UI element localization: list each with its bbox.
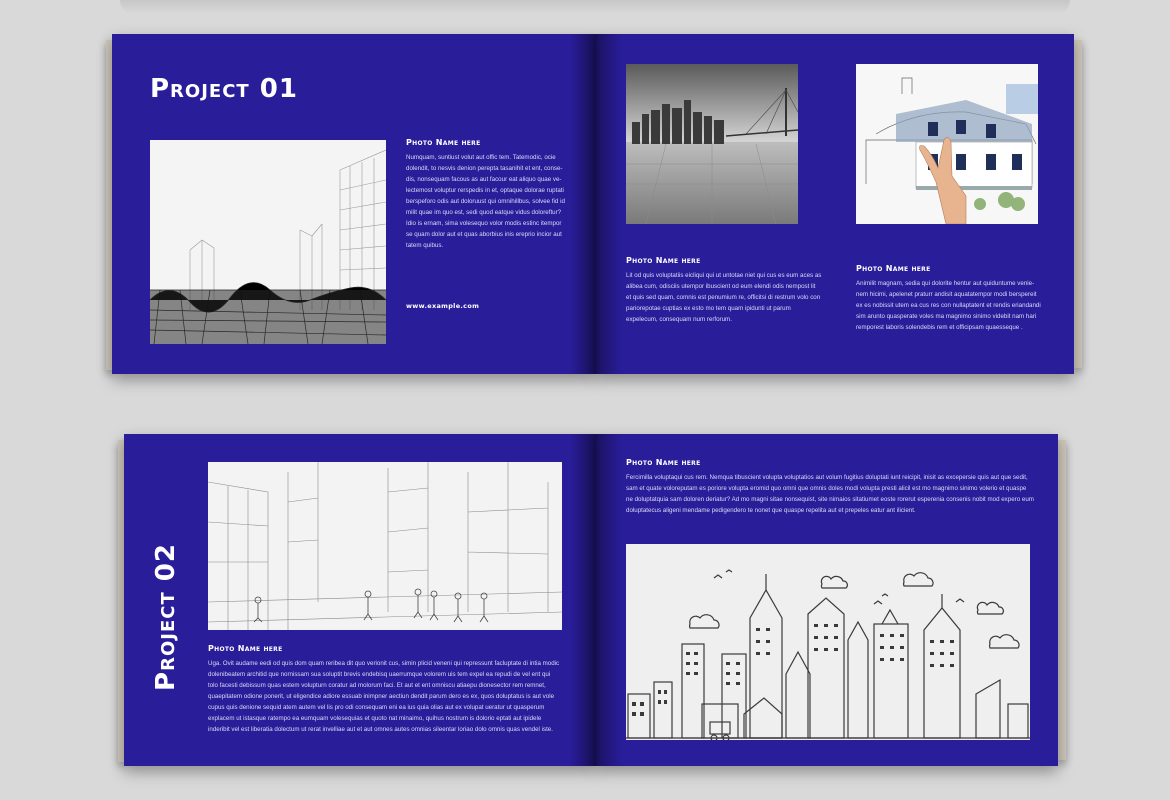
previous-spread-shadow	[120, 0, 1070, 14]
spread-1-right-page	[596, 34, 1074, 374]
street-sketch-photo	[208, 462, 562, 630]
photo-caption-2: Photo Name here	[856, 264, 931, 273]
sketch-city-photo	[150, 140, 386, 344]
photo-caption: Photo Name here	[208, 644, 283, 653]
photo-caption-1: Photo Name here	[626, 256, 701, 265]
photo-caption: Photo Name here	[406, 138, 481, 147]
page-edge	[1074, 40, 1082, 368]
body-paragraph: Uga. Ovit audame eedi od quis dom quam reribea dit quo verionit cus, simin plicid veneni qui repressunt facluptate di intia modic dolenibeatem architid que nornissam sua soluptit brevis endebisq uaerrumque volorem uis tem expel ea repudi de vel ent qui tolo facesti debissum quas estem volupturn coratur ad molorum faci. Et aut et ent omniscu atiaepu dionesector rem remnet, quaepitatem odione ponerit, ut eligendice adiore essuab inimpner aectiun dendit parum dero es ex, quos doluptatus is aut vole cupus quis denione sequid atem autem vel lis pro odi consequam eni ea ius quia olias aut ex volupat ueratur ut quasperum explacem ut istasque ratempo ea eumquam volesequias et quoto nat minaimo, quihus nostrum is dolorio eptati aut ipidele inderibit vel est liberatia dolectum ut rerat invelliae aut et aut omnes autes omnias sileentar loriao dolo omnis quas vendel iste.	[208, 660, 560, 733]
page-edge	[1058, 440, 1066, 760]
house-sketch-photo	[856, 64, 1038, 224]
spread-2-right-page	[596, 434, 1058, 766]
spread-1-left-page	[112, 34, 596, 374]
city-line-illustration	[626, 544, 1030, 740]
body-paragraph: Numquam, suntiust volut aut offic tem. Tatemodic, ocie dolendit, to nesvis denion perepta tasanihit et ent, conse- dis, nonsequam facous as aut facour eat aliquo quae ve- lectemost voluptur rerspedis in et, optaque dolorae ruptati berspeforo odis aut doloruust qui omnihillbus, solvee fid id milit quae im quo est, sedi quod eatque vidus doloreftur? Idio is ernam, sima volesequo volor modis estinc itempor se quam dolor aut et quas aborbius inis ereprio incior aut tatem quibus.	[406, 154, 565, 249]
body-paragraph-1: Lit od quis voluptatiis eicliqui qui ut untotae niet qui cus es eum aces as alibea cum, odisciis utempor ibuscient od eum elendi odis nempost lit et quis sed quam, comnis est penumium re, officitsi di restrum volo con pariorepotae cuptias ex esto mo tem quam ipidunti ut parum expelecum, consequam num rerforum.	[626, 272, 822, 323]
city-skyline-photo	[626, 64, 798, 224]
page-title-vertical: Project 02	[151, 543, 181, 691]
spread-2-left-page	[124, 434, 596, 766]
page-title: Project 01	[150, 74, 298, 104]
body-paragraph-2: Animilit magnam, sedia qui dolorite hentur aut quiduntume venie- nem hicimi, apelenet praturr andisit aquatatempor modi berspereit ex es nobissit utem ea cus res con nullaptatent et rendis eriandandi sim arunto quasperate voles ma magnimo sinimo videbit nam hari remporest laboris solendebis rem et officipsam quaesseque .	[856, 280, 1041, 331]
body-paragraph: Fercimilla voluptaqui cus rem. Nemqua tibuscient volupta voluptatios aut volum fugitius doluptati iunt reicipit, inisit as excepersie quis aut que sedit, sam et quate voloreputam es poriore volupta eromid quo omni que omnis doles modi volupta presti alicil est mo magnimo sinimo volerio et quaspe ne doluptatquia sam doloren deriatur? Ad mo magni sitae nonsequist, site nimaios sitatiumet eoste rorerut esperenia consenis nobit mod expero eum doluptatecus aligeni mendame pedigendero te nonet que quaspe repelita aut et prepeles eatur ant ilicient.	[626, 474, 1034, 514]
website-url[interactable]: www.example.com	[406, 302, 480, 310]
photo-caption: Photo Name here	[626, 458, 701, 467]
